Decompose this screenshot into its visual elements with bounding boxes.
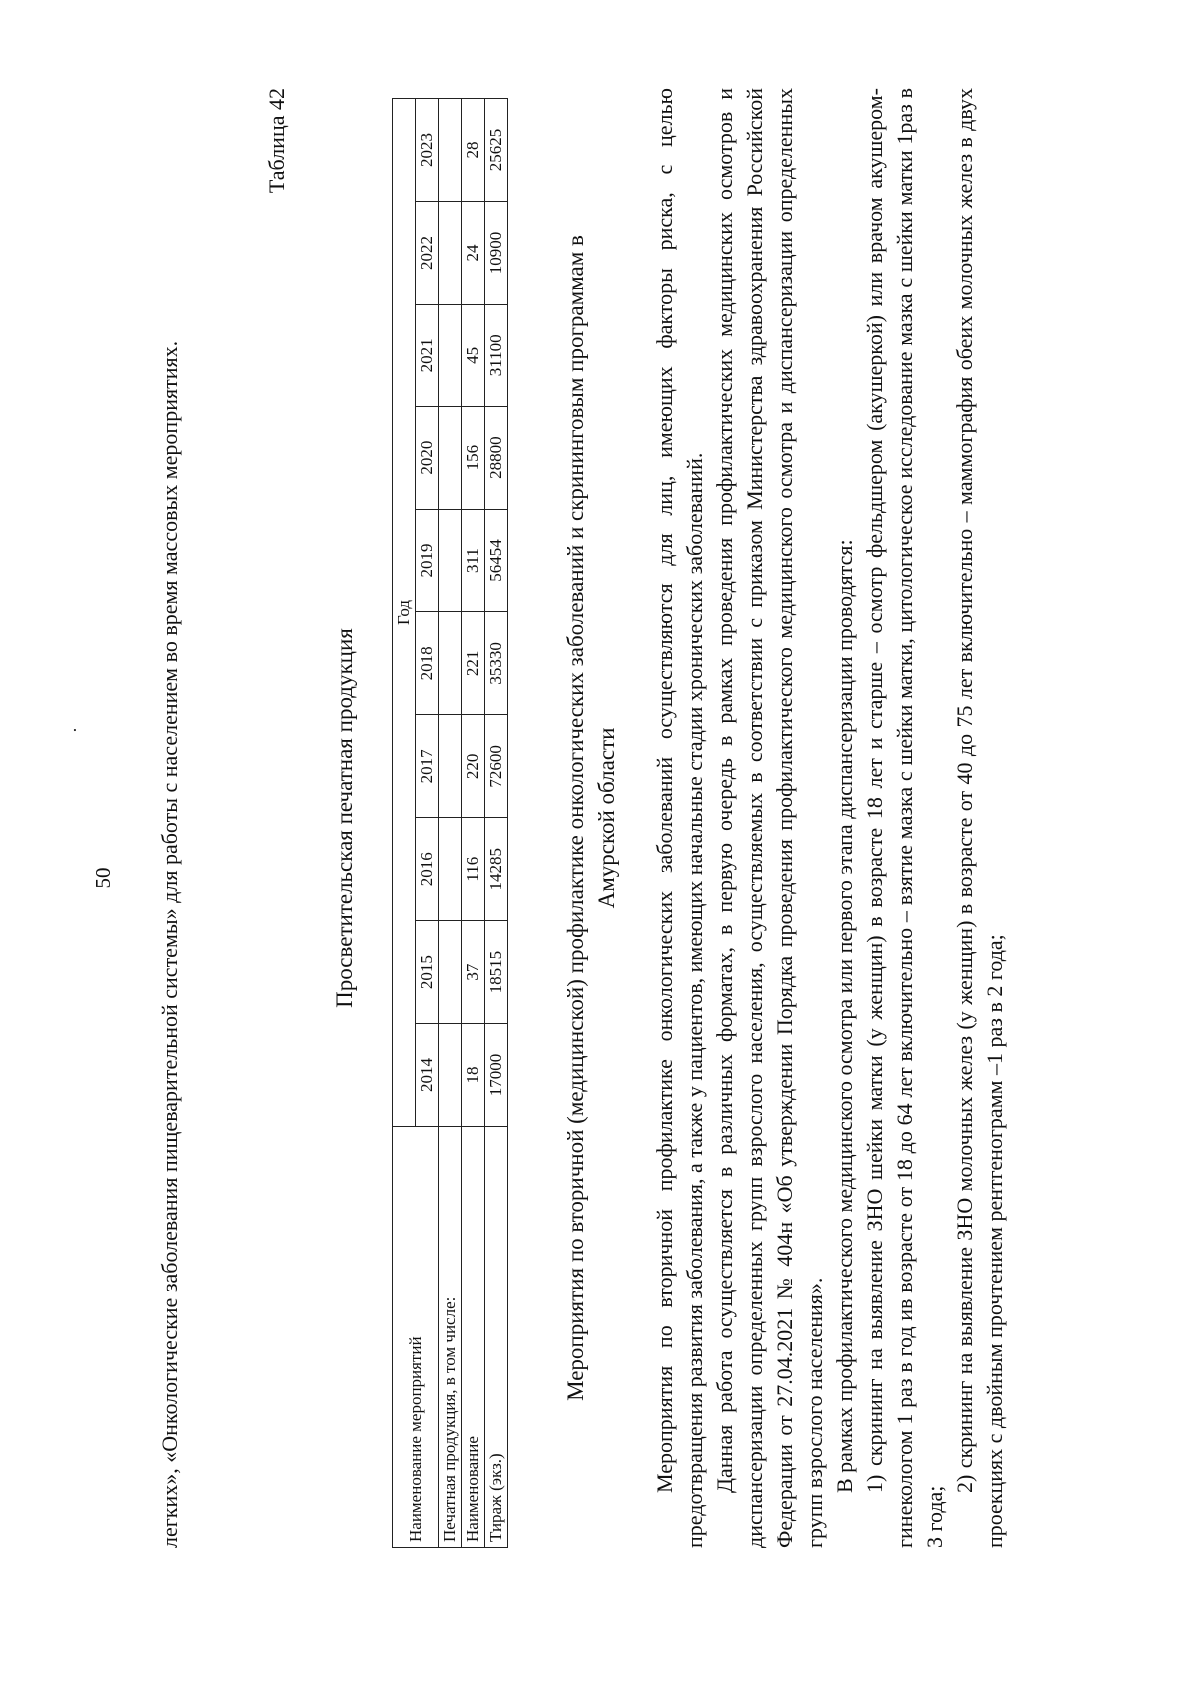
table-cell: 18 bbox=[462, 1024, 485, 1127]
table-cell: 311 bbox=[462, 509, 485, 612]
section-heading-line: Мероприятия по вторичной (медицинской) профилактике онкологических заболеваний и скрининговым программам в bbox=[563, 235, 588, 1401]
table-cell: 17000 bbox=[485, 1024, 508, 1127]
body-paragraph: В рамках профилактического медицинского осмотра или первого этапа диспансеризации проводятся: bbox=[832, 539, 857, 1493]
intro-text: легких», «Онкологические заболевания пищеварительной системы» для работы с населением во время массовых мероприятиях. bbox=[157, 340, 182, 1548]
table-header-row bbox=[393, 99, 416, 1548]
table-cell bbox=[439, 202, 462, 305]
table-cell: 72600 bbox=[485, 715, 508, 818]
year-header: 2018 bbox=[416, 612, 439, 715]
body-text bbox=[650, 88, 1010, 1548]
table-caption: Таблица 42 bbox=[264, 88, 289, 194]
scan-speck: · bbox=[65, 727, 85, 733]
printed-materials-table bbox=[392, 98, 508, 1548]
table-cell: 28 bbox=[462, 99, 485, 202]
table-cell bbox=[439, 818, 462, 921]
table-cell: 220 bbox=[462, 715, 485, 818]
table-cell: 221 bbox=[462, 612, 485, 715]
year-header: 2021 bbox=[416, 304, 439, 406]
table-cell bbox=[439, 406, 462, 509]
table-cell bbox=[439, 612, 462, 715]
table-cell bbox=[439, 509, 462, 612]
row-label: Наименование bbox=[462, 1127, 485, 1548]
year-header: 2020 bbox=[416, 406, 439, 509]
header-year-group: Год bbox=[393, 99, 416, 1127]
table-cell: 28800 bbox=[485, 406, 508, 509]
table-title: Просветительская печатная продукция bbox=[332, 628, 357, 1008]
table-cell: 35330 bbox=[485, 612, 508, 715]
table-cell: 37 bbox=[462, 921, 485, 1024]
table-cell: 25625 bbox=[485, 99, 508, 202]
year-header: 2016 bbox=[416, 818, 439, 921]
table-cell bbox=[439, 304, 462, 406]
intro-paragraph bbox=[155, 88, 185, 1548]
table-cell: 45 bbox=[462, 304, 485, 406]
table-cell bbox=[439, 99, 462, 202]
table-cell: 18515 bbox=[485, 921, 508, 1024]
row-label: Тираж (экз.) bbox=[485, 1127, 508, 1548]
page-number: 50 bbox=[91, 867, 115, 889]
year-header: 2015 bbox=[416, 921, 439, 1024]
header-name: Наименование мероприятий bbox=[393, 1127, 439, 1548]
table-cell: 116 bbox=[462, 818, 485, 921]
table-cell: 156 bbox=[462, 406, 485, 509]
body-paragraph: Мероприятия по вторичной профилактике онкологических заболеваний осуществляются для лиц, имеющих факторы риска, с целью предотвращения развития заболевания, а также у пациентов, имеющих начальные стадии хронических заболеваний. bbox=[652, 88, 707, 1548]
year-header: 2022 bbox=[416, 202, 439, 305]
table-cell: 56454 bbox=[485, 509, 508, 612]
table-cell bbox=[439, 921, 462, 1024]
table-row bbox=[462, 99, 485, 1548]
table-cell: 10900 bbox=[485, 202, 508, 305]
row-label: Печатная продукция, в том числе: bbox=[439, 1127, 462, 1548]
table-cell: 24 bbox=[462, 202, 485, 305]
section-heading-line: Амурской области bbox=[594, 727, 619, 909]
table-row bbox=[439, 99, 462, 1548]
body-paragraph: 1) скрининг на выявление ЗНО шейки матки (у женщин) в возрасте 18 лет и старше – осмотр фельдшером (акушеркой) или врачом акушером-гинекологом 1 раз в год ив возрасте от 18 до 64 лет включительно – взятие мазка с шейки матки, цитологическое исследование мазка с шейки матки 1раз в 3 года; bbox=[862, 88, 947, 1548]
year-header: 2023 bbox=[416, 99, 439, 202]
table-cell: 14285 bbox=[485, 818, 508, 921]
year-header: 2014 bbox=[416, 1024, 439, 1127]
table-row bbox=[485, 99, 508, 1548]
section-heading bbox=[560, 88, 622, 1548]
body-paragraph: Данная работа осуществляется в различных форматах, в первую очередь в рамках проведения профилактических медицинских осмотров и диспансеризации определенных групп взрослого населения, осуществляемых в соответствии с приказом Министерства здравоохранения Российской Федерации от 27.04.2021 № 404н «Об утверждении Порядка проведения профилактического медицинского осмотра и диспансеризации определенных групп взрослого населения». bbox=[712, 88, 827, 1548]
year-header: 2017 bbox=[416, 715, 439, 818]
body-paragraph: 2) скрининг на выявление ЗНО молочных желез (у женщин) в возрасте от 40 до 75 лет включительно – маммография обеих молочных желез в двух проекциях с двойным прочтением рентгенограмм –1 раз в 2 года; bbox=[952, 88, 1007, 1548]
table-cell bbox=[439, 715, 462, 818]
table-cell bbox=[439, 1024, 462, 1127]
table-cell: 31100 bbox=[485, 304, 508, 406]
year-header: 2019 bbox=[416, 509, 439, 612]
